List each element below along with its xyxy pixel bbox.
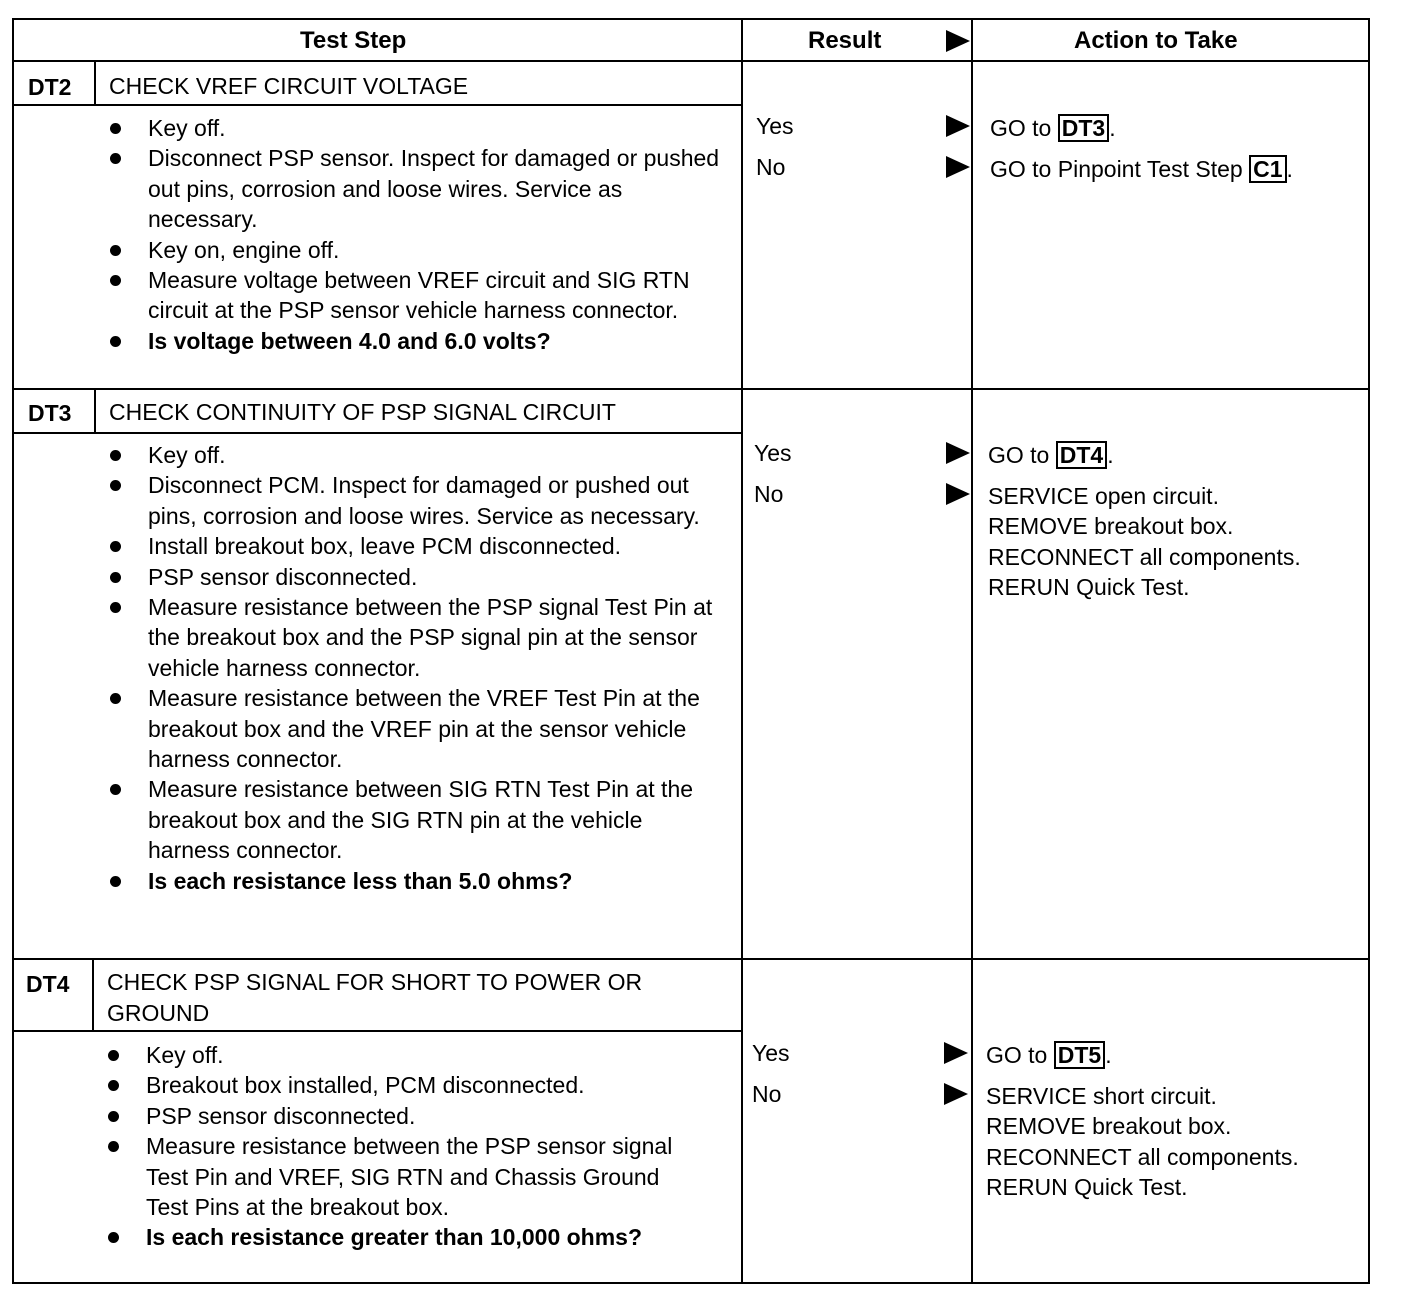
step-id-divider xyxy=(94,62,96,106)
arrow-icon xyxy=(946,115,970,137)
header-test-step: Test Step xyxy=(300,27,407,54)
step-title-divider xyxy=(14,432,741,434)
list-item: Key off. xyxy=(104,1040,704,1070)
step-title: CHECK VREF CIRCUIT VOLTAGE xyxy=(109,73,469,99)
step-id-divider xyxy=(92,960,94,1032)
arrow-icon xyxy=(944,1042,968,1064)
step-reference: C1 xyxy=(1249,155,1286,183)
action-text: . xyxy=(1286,156,1293,182)
result-yes: Yes xyxy=(752,1040,790,1066)
action-yes xyxy=(990,113,1116,143)
action-text: GO to xyxy=(986,1042,1054,1068)
row-divider xyxy=(14,958,1368,960)
step-bullets xyxy=(106,440,726,896)
list-item: PSP sensor disconnected. xyxy=(106,562,726,592)
step-id: DT2 xyxy=(28,74,72,100)
list-item: Key off. xyxy=(106,440,726,470)
test-step-table xyxy=(12,18,1370,1284)
step-id: DT3 xyxy=(28,400,72,426)
result-no: No xyxy=(754,481,784,507)
list-item: PSP sensor disconnected. xyxy=(104,1101,704,1131)
list-item: Key off. xyxy=(106,113,726,143)
list-item: Breakout box installed, PCM disconnected. xyxy=(104,1070,704,1100)
action-line: RERUN Quick Test. xyxy=(988,574,1190,601)
result-yes: Yes xyxy=(756,113,794,139)
list-item: Measure resistance between the PSP signal Test Pin at the breakout box and the PSP signal pin at the sensor vehicle harness connector. xyxy=(106,592,726,683)
action-no xyxy=(988,481,1301,603)
table-header xyxy=(14,20,1368,62)
arrow-icon xyxy=(944,1083,968,1105)
step-bullets xyxy=(106,113,726,356)
action-line: RERUN Quick Test. xyxy=(986,1174,1188,1201)
result-yes: Yes xyxy=(754,440,792,466)
action-line: REMOVE breakout box. xyxy=(986,1113,1232,1140)
result-no: No xyxy=(756,154,786,180)
action-line: RECONNECT all components. xyxy=(986,1143,1299,1170)
action-text: GO to xyxy=(990,115,1058,141)
header-arrow-icon xyxy=(946,30,970,52)
action-text: . xyxy=(1105,1042,1112,1068)
action-text: GO to Pinpoint Test Step xyxy=(990,156,1250,182)
step-title-divider xyxy=(14,104,741,106)
column-divider-result xyxy=(741,20,743,1282)
list-item: Measure resistance between the PSP sensor signal Test Pin and VREF, SIG RTN and Chassis Ground Test Pins at the breakout box. xyxy=(104,1131,704,1222)
action-line: RECONNECT all components. xyxy=(988,543,1301,570)
result-no: No xyxy=(752,1081,782,1107)
list-item: Disconnect PSP sensor. Inspect for damaged or pushed out pins, corrosion and loose wires. Service as necessary. xyxy=(106,143,726,234)
action-no xyxy=(990,154,1293,184)
action-yes xyxy=(988,440,1114,470)
list-item: Install breakout box, leave PCM disconnected. xyxy=(106,531,726,561)
step-reference: DT4 xyxy=(1056,441,1107,469)
row-divider xyxy=(14,388,1368,390)
step-id-divider xyxy=(94,390,96,434)
action-line: SERVICE short circuit. xyxy=(986,1083,1217,1109)
step-title: CHECK CONTINUITY OF PSP SIGNAL CIRCUIT xyxy=(109,399,616,425)
action-no xyxy=(986,1081,1299,1203)
action-text: GO to xyxy=(988,442,1056,468)
header-result: Result xyxy=(808,27,882,54)
action-text: . xyxy=(1109,115,1116,141)
arrow-icon xyxy=(946,156,970,178)
step-question: Is each resistance less than 5.0 ohms? xyxy=(106,866,726,896)
step-question: Is voltage between 4.0 and 6.0 volts? xyxy=(106,326,726,356)
step-id: DT4 xyxy=(26,971,70,997)
step-bullets xyxy=(104,1040,704,1253)
action-yes xyxy=(986,1040,1112,1070)
step-title: CHECK PSP SIGNAL FOR SHORT TO POWER OR GROUND xyxy=(107,969,643,1026)
step-reference: DT5 xyxy=(1054,1041,1105,1069)
list-item: Measure resistance between SIG RTN Test Pin at the breakout box and the SIG RTN pin at the vehicle harness connector. xyxy=(106,774,726,865)
list-item: Measure voltage between VREF circuit and SIG RTN circuit at the PSP sensor vehicle harness connector. xyxy=(106,265,726,326)
arrow-icon xyxy=(946,442,970,464)
action-text: . xyxy=(1107,442,1114,468)
list-item: Disconnect PCM. Inspect for damaged or pushed out pins, corrosion and loose wires. Service as necessary. xyxy=(106,470,726,531)
list-item: Measure resistance between the VREF Test Pin at the breakout box and the VREF pin at the sensor vehicle harness connector. xyxy=(106,683,726,774)
action-line: SERVICE open circuit. xyxy=(988,483,1219,509)
header-action: Action to Take xyxy=(1074,27,1238,54)
step-title-divider xyxy=(14,1030,741,1032)
list-item: Key on, engine off. xyxy=(106,235,726,265)
step-question: Is each resistance greater than 10,000 ohms? xyxy=(104,1222,704,1252)
action-line: REMOVE breakout box. xyxy=(988,513,1234,540)
arrow-icon xyxy=(946,483,970,505)
step-reference: DT3 xyxy=(1058,114,1109,142)
column-divider-action xyxy=(971,20,973,1282)
